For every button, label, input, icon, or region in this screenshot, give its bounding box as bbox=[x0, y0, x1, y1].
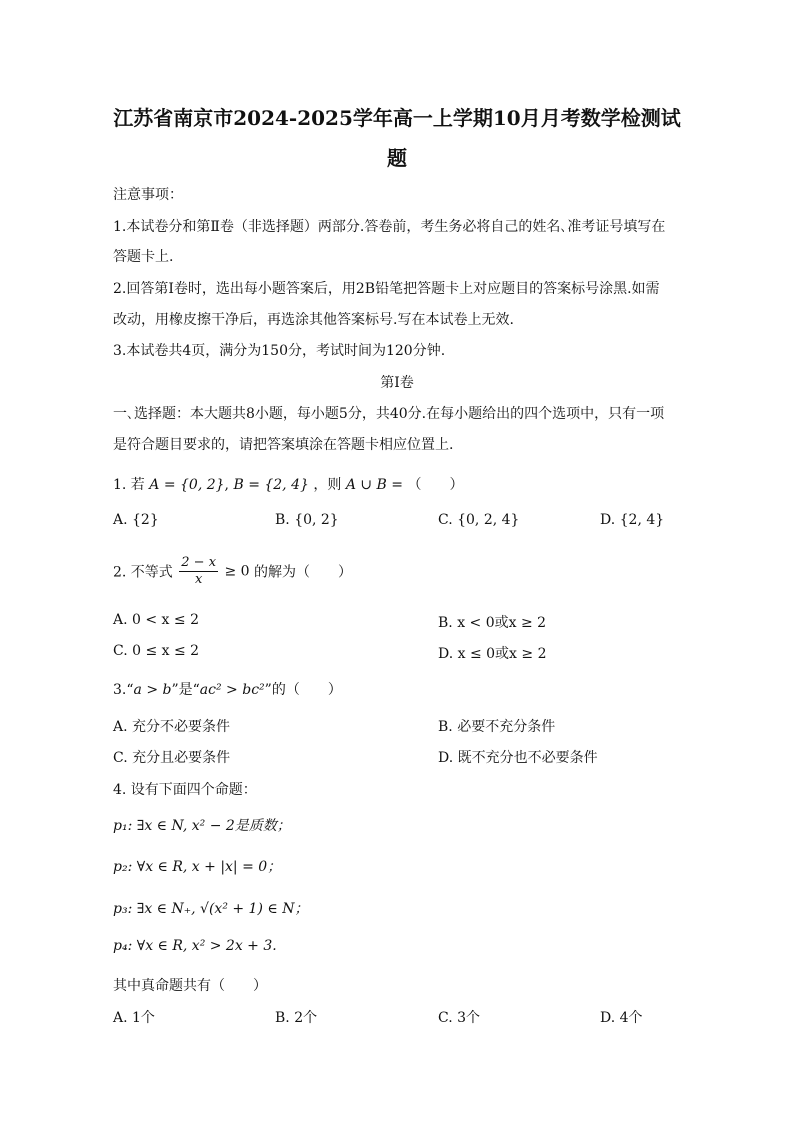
title-line-1: 江苏省南京市2024-2025学年高一上学期10月月考数学检测试 bbox=[113, 106, 681, 130]
q4-proposition-1 bbox=[113, 815, 291, 835]
q1-set-a: A = {0, 2} bbox=[149, 477, 225, 493]
note-3: 3.本试卷共4页，满分为150分，考试时间为120分钟. bbox=[113, 343, 446, 359]
q2-suffix: 的解为（ ） bbox=[254, 564, 353, 581]
q1-option-c[interactable]: C. {0, 2, 4} bbox=[438, 512, 520, 528]
q3-option-b[interactable]: B. 必要不充分条件 bbox=[438, 719, 556, 735]
q4-option-a[interactable]: A. 1个 bbox=[113, 1010, 155, 1026]
p4-label: p₄ bbox=[113, 938, 128, 954]
q4-option-c[interactable]: C. 3个 bbox=[438, 1010, 481, 1026]
note-1-line-2: 答题卡上. bbox=[113, 249, 174, 265]
q4-option-d[interactable]: D. 4个 bbox=[600, 1010, 643, 1026]
q2-denominator: x bbox=[194, 572, 203, 587]
note-2-line-1: 2.回答第Ⅰ卷时，选出每小题答案后，用2B铅笔把答题卡上对应题目的答案标号涂黑.如需 bbox=[113, 281, 660, 297]
q3-condition-1: a > b bbox=[133, 682, 172, 698]
q3-condition-2: ac² > bc² bbox=[199, 682, 265, 698]
q1-expr: A ∪ B = bbox=[345, 477, 404, 493]
section-intro-line-1: 一､选择题：本大题共8小题，每小题5分，共40分.在每小题给出的四个选项中，只有一项 bbox=[113, 406, 665, 422]
p1-text: : ∃x ∈ N, x² − 2是质数； bbox=[127, 818, 291, 834]
q2-option-b[interactable]: B. x < 0或x ≥ 2 bbox=[438, 615, 547, 631]
page-title bbox=[113, 98, 681, 178]
q3-suffix: ”的（ ） bbox=[264, 682, 342, 698]
q4-proposition-4 bbox=[113, 938, 277, 954]
q1-option-d[interactable]: D. {2, 4} bbox=[600, 512, 665, 528]
q2-option-c[interactable]: C. 0 ≤ x ≤ 2 bbox=[113, 643, 200, 659]
q2-prefix: 2. 不等式 bbox=[113, 564, 173, 581]
q4-option-b[interactable]: B. 2个 bbox=[275, 1010, 318, 1026]
q4-proposition-2 bbox=[113, 856, 281, 876]
p3-label: p₃ bbox=[113, 901, 128, 917]
q1-ask: ，则 bbox=[313, 477, 342, 493]
question-2 bbox=[113, 555, 352, 588]
volume-heading: 第Ⅰ卷 bbox=[380, 375, 414, 391]
question-3 bbox=[113, 679, 342, 699]
q2-option-a[interactable]: A. 0 < x ≤ 2 bbox=[113, 612, 199, 628]
q2-numerator: 2 − x bbox=[181, 555, 217, 570]
p2-text: : ∀x ∈ R, x + |x| = 0； bbox=[127, 859, 282, 875]
q1-option-b[interactable]: B. {0, 2} bbox=[275, 512, 339, 528]
q1-option-a[interactable]: A. {2} bbox=[113, 512, 159, 528]
q1-set-b: B = {2, 4} bbox=[233, 477, 309, 493]
q3-prefix: 3.“ bbox=[113, 682, 134, 698]
q3-mid: ”是“ bbox=[171, 682, 200, 698]
p2-label: p₂ bbox=[113, 859, 128, 875]
p4-text: : ∀x ∈ R, x² > 2x + 3. bbox=[127, 938, 277, 954]
q1-prefix: 1. 若 bbox=[113, 477, 145, 493]
question-4-stem: 4. 设有下面四个命题： bbox=[113, 782, 257, 798]
notes-heading: 注意事项： bbox=[113, 187, 183, 203]
question-1: 1. 若 A = {0, 2}, B = {2, 4} ，则 A ∪ B = （ ） bbox=[113, 477, 464, 493]
note-1-line-1: 1.本试卷分和第Ⅱ卷（非选择题）两部分.答卷前，考生务必将自己的姓名､准考证号填写在 bbox=[113, 219, 666, 235]
title-line-2: 题 bbox=[387, 146, 407, 170]
q2-option-d[interactable]: D. x ≤ 0或x ≥ 2 bbox=[438, 646, 547, 662]
q4-ask: 其中真命题共有（ ） bbox=[113, 978, 267, 994]
q2-relation: ≥ 0 bbox=[224, 563, 250, 580]
q3-option-a[interactable]: A. 充分不必要条件 bbox=[113, 719, 231, 735]
section-intro-line-2: 是符合题目要求的，请把答案填涂在答题卡相应位置上. bbox=[113, 437, 454, 453]
p1-label: p₁ bbox=[113, 818, 128, 834]
q4-proposition-3 bbox=[113, 898, 308, 918]
q1-paren: （ ） bbox=[407, 477, 464, 493]
q3-option-c[interactable]: C. 充分且必要条件 bbox=[113, 750, 231, 766]
note-2-line-2: 改动，用橡皮擦干净后，再选涂其他答案标号.写在本试卷上无效. bbox=[113, 312, 514, 328]
q2-fraction bbox=[179, 555, 218, 588]
q3-option-d[interactable]: D. 既不充分也不必要条件 bbox=[438, 750, 598, 766]
p3-text: : ∃x ∈ N₊, √(x² + 1) ∈ N； bbox=[127, 901, 309, 917]
